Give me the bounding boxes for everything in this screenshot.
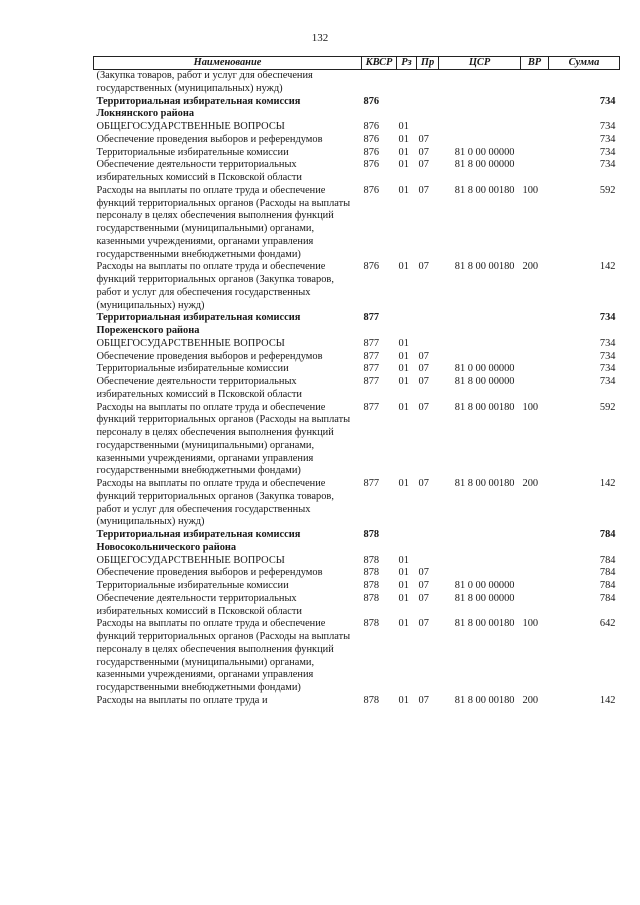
kvsr-cell: 877	[363, 401, 380, 413]
name-cell: Обеспечение деятельности территориальных избирательных комиссий в Псковской области	[96, 376, 302, 400]
kvsr-cell: 876	[363, 261, 380, 273]
name-cell: Территориальная избирательная комиссия Локнянского района	[96, 95, 301, 120]
pr-cell: 07	[418, 146, 429, 158]
rz-cell: 01	[398, 694, 409, 706]
header-rz: Рз	[397, 57, 417, 70]
kvsr-cell: 878	[363, 554, 380, 566]
name-cell: ОБЩЕГОСУДАРСТВЕННЫЕ ВОПРОСЫ	[96, 337, 285, 349]
table-header-row	[94, 57, 620, 70]
csr-cell	[439, 338, 521, 351]
kvsr-cell: 878	[363, 618, 380, 630]
sum-cell	[549, 70, 620, 96]
csr-cell: 81 8 00 00180	[454, 618, 515, 630]
kvsr-cell: 876	[363, 146, 380, 158]
vr-cell	[521, 96, 549, 122]
csr-cell: 81 0 00 00000	[454, 146, 515, 158]
table-row	[94, 70, 620, 96]
name-cell: Обеспечение проведения выборов и референдумов	[96, 133, 323, 145]
vr-cell	[521, 338, 549, 351]
table-row	[94, 618, 620, 695]
vr-cell: 200	[522, 694, 539, 706]
name-cell: Расходы на выплаты по оплате труда и обеспечение функций территориальных органов (Закупка товаров, работ и услуг для обеспечения государственных (муниципальных) нужд)	[96, 261, 334, 311]
name-cell: Расходы на выплаты по оплате труда и обеспечение функций территориальных органов (Закупка товаров, работ и услуг для обеспечения государственных (муниципальных) нужд)	[96, 478, 334, 528]
csr-cell: 81 8 00 00000	[454, 376, 515, 387]
csr-cell	[439, 121, 521, 134]
kvsr-cell: 876	[363, 121, 380, 132]
name-cell: Расходы на выплаты по оплате труда и обеспечение функций территориальных органов (Расходы на выплаты персоналу в целях обеспечения выполнения функций государственными (муниципальными) органами, казенными учреждениями, органами управления государственными внебюджетными фондами)	[96, 618, 351, 693]
pr-cell: 07	[418, 694, 429, 706]
pr-cell: 07	[418, 567, 429, 579]
rz-cell	[397, 96, 417, 122]
pr-cell: 07	[418, 133, 429, 145]
vr-cell: 100	[522, 401, 539, 413]
rz-cell	[397, 70, 417, 96]
table-body	[94, 70, 620, 708]
table-row	[94, 695, 620, 708]
vr-cell: 100	[522, 184, 539, 196]
vr-cell: 200	[522, 261, 539, 273]
vr-cell: 100	[522, 618, 539, 630]
pr-cell: 07	[418, 401, 429, 413]
csr-cell: 81 8 00 00180	[454, 401, 515, 413]
header-vr: ВР	[521, 57, 549, 70]
vr-cell: 200	[522, 478, 539, 489]
name-cell: Территориальные избирательные комиссии	[96, 580, 289, 591]
pr-cell: 07	[418, 618, 429, 630]
kvsr-cell: 878	[363, 694, 380, 706]
rz-cell: 01	[398, 401, 409, 413]
rz-cell: 01	[398, 133, 409, 145]
rz-cell: 01	[398, 159, 409, 171]
csr-cell: 81 8 00 00000	[454, 159, 515, 171]
pr-cell: 07	[418, 580, 429, 591]
vr-cell	[521, 363, 549, 376]
vr-cell	[521, 147, 549, 160]
rz-cell: 01	[398, 121, 409, 132]
sum-cell: 642	[599, 618, 616, 630]
table-row	[94, 363, 620, 376]
pr-cell	[417, 555, 439, 568]
kvsr-cell: 876	[363, 159, 380, 171]
table-row	[94, 261, 620, 312]
rz-cell: 01	[398, 592, 409, 604]
csr-cell: 81 8 00 00180	[454, 478, 515, 489]
sum-cell: 734	[599, 337, 616, 349]
sum-cell: 734	[599, 312, 616, 324]
vr-cell	[521, 580, 549, 593]
table-row	[94, 529, 620, 555]
csr-cell	[439, 134, 521, 147]
sum-cell: 734	[599, 363, 616, 375]
table-row	[94, 147, 620, 160]
csr-cell: 81 0 00 00000	[454, 580, 515, 591]
table-row	[94, 312, 620, 338]
kvsr-cell: 878	[363, 567, 380, 579]
table-row	[94, 96, 620, 122]
rz-cell: 01	[398, 184, 409, 196]
vr-cell	[521, 121, 549, 134]
rz-cell: 01	[398, 618, 409, 630]
name-cell: Территориальные избирательные комиссии	[96, 363, 289, 375]
kvsr-cell: 878	[363, 580, 380, 591]
csr-cell: 81 8 00 00180	[454, 184, 515, 196]
sum-cell: 592	[599, 184, 616, 196]
vr-cell	[521, 376, 549, 402]
rz-cell: 01	[398, 376, 409, 387]
table-row	[94, 580, 620, 593]
table-row	[94, 121, 620, 134]
header-name: Наименование	[94, 57, 362, 70]
name-cell: ОБЩЕГОСУДАРСТВЕННЫЕ ВОПРОСЫ	[96, 121, 285, 132]
vr-cell	[521, 351, 549, 364]
table-row	[94, 134, 620, 147]
pr-cell	[417, 338, 439, 351]
sum-cell: 784	[599, 567, 616, 579]
csr-cell: 81 8 00 00180	[454, 694, 515, 706]
header-kvsr: КВСР	[362, 57, 397, 70]
name-cell: Обеспечение деятельности территориальных избирательных комиссий в Псковской области	[96, 159, 302, 183]
sum-cell: 142	[599, 261, 616, 273]
pr-cell	[417, 121, 439, 134]
vr-cell	[521, 529, 549, 555]
name-cell: (Закупка товаров, работ и услуг для обеспечения государственных (муниципальных) нужд)	[96, 70, 313, 94]
sum-cell: 142	[599, 694, 616, 706]
sum-cell: 734	[599, 146, 616, 158]
name-cell: Расходы на выплаты по оплате труда и обеспечение функций территориальных органов (Расходы на выплаты персоналу в целях обеспечения выполнения функций государственными (муниципальными) органами, казенными учреждениями, органами управления государственными внебюджетными фондами)	[96, 184, 351, 260]
kvsr-cell: 877	[363, 337, 380, 349]
pr-cell	[417, 70, 439, 96]
rz-cell: 01	[398, 554, 409, 566]
name-cell: Территориальная избирательная комиссия Новосокольнического района	[96, 529, 301, 553]
sum-cell: 784	[599, 592, 616, 604]
pr-cell	[417, 312, 439, 338]
sum-cell: 784	[599, 554, 616, 566]
csr-cell: 81 0 00 00000	[454, 363, 515, 375]
kvsr-cell: 876	[363, 95, 380, 107]
kvsr-cell: 878	[363, 529, 380, 540]
sum-cell: 592	[599, 401, 616, 413]
budget-table	[93, 56, 620, 708]
table-row	[94, 185, 620, 262]
vr-cell	[521, 567, 549, 580]
rz-cell: 01	[398, 478, 409, 489]
kvsr-cell	[362, 70, 397, 96]
rz-cell: 01	[398, 363, 409, 375]
table-row	[94, 593, 620, 619]
name-cell: Расходы на выплаты по оплате труда и	[96, 694, 268, 706]
kvsr-cell: 876	[363, 184, 380, 196]
kvsr-cell: 877	[363, 376, 380, 387]
table-row	[94, 555, 620, 568]
name-cell: ОБЩЕГОСУДАРСТВЕННЫЕ ВОПРОСЫ	[96, 554, 285, 566]
header-csr: ЦСР	[439, 57, 521, 70]
vr-cell	[521, 70, 549, 96]
rz-cell: 01	[398, 146, 409, 158]
table-row	[94, 567, 620, 580]
rz-cell: 01	[398, 337, 409, 349]
pr-cell: 07	[418, 261, 429, 273]
rz-cell: 01	[398, 580, 409, 591]
vr-cell	[521, 134, 549, 147]
sum-cell: 784	[599, 529, 616, 540]
rz-cell: 01	[398, 567, 409, 579]
pr-cell: 07	[418, 350, 429, 362]
rz-cell: 01	[398, 261, 409, 273]
table-row	[94, 351, 620, 364]
csr-cell	[439, 312, 521, 338]
name-cell: Территориальные избирательные комиссии	[96, 146, 289, 158]
vr-cell	[521, 555, 549, 568]
pr-cell: 07	[418, 376, 429, 387]
table-row	[94, 376, 620, 402]
name-cell: Обеспечение деятельности территориальных избирательных комиссий в Псковской области	[96, 592, 302, 617]
kvsr-cell: 876	[363, 133, 380, 145]
sum-cell: 734	[599, 376, 616, 387]
table-row	[94, 159, 620, 185]
pr-cell	[417, 96, 439, 122]
csr-cell	[439, 555, 521, 568]
pr-cell	[417, 529, 439, 555]
csr-cell	[439, 70, 521, 96]
sum-cell: 734	[599, 95, 616, 107]
pr-cell: 07	[418, 363, 429, 375]
csr-cell	[439, 567, 521, 580]
name-cell: Расходы на выплаты по оплате труда и обеспечение функций территориальных органов (Расходы на выплаты персоналу в целях обеспечения выполнения функций государственными (муниципальными) органами, казенными учреждениями, органами управления государственными внебюджетными фондами)	[96, 401, 351, 477]
sum-cell: 142	[599, 478, 616, 489]
csr-cell: 81 8 00 00000	[454, 592, 515, 604]
vr-cell	[521, 593, 549, 619]
name-cell: Обеспечение проведения выборов и референдумов	[96, 567, 323, 579]
sum-cell: 734	[599, 121, 616, 132]
sum-cell: 734	[599, 159, 616, 171]
kvsr-cell: 877	[363, 350, 380, 362]
header-pr: Пр	[417, 57, 439, 70]
sum-cell: 784	[599, 580, 616, 591]
csr-cell	[439, 529, 521, 555]
table-row	[94, 402, 620, 479]
pr-cell: 07	[418, 184, 429, 196]
pr-cell: 07	[418, 478, 429, 489]
kvsr-cell: 877	[363, 363, 380, 375]
rz-cell	[397, 529, 417, 555]
page-number: 132	[311, 32, 329, 44]
kvsr-cell: 878	[363, 592, 380, 604]
sum-cell: 734	[599, 133, 616, 145]
csr-cell	[439, 96, 521, 122]
rz-cell: 01	[398, 350, 409, 362]
name-cell: Территориальная избирательная комиссия Пореженского района	[96, 312, 301, 336]
csr-cell	[439, 351, 521, 364]
sum-cell: 734	[599, 350, 616, 362]
vr-cell	[521, 159, 549, 185]
pr-cell: 07	[418, 159, 429, 171]
name-cell: Обеспечение проведения выборов и референдумов	[96, 350, 323, 362]
table-row	[94, 478, 620, 529]
header-sum: Сумма	[549, 57, 620, 70]
kvsr-cell: 877	[363, 478, 380, 489]
vr-cell	[521, 312, 549, 338]
kvsr-cell: 877	[363, 312, 380, 324]
rz-cell	[397, 312, 417, 338]
table-row	[94, 338, 620, 351]
pr-cell: 07	[418, 592, 429, 604]
csr-cell: 81 8 00 00180	[454, 261, 515, 273]
